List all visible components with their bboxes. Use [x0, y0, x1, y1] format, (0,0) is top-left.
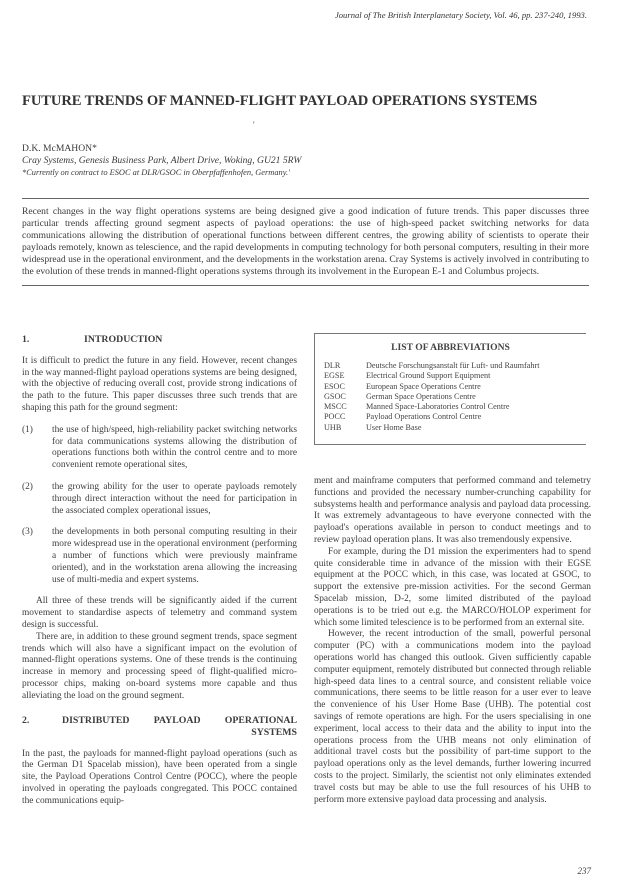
section-title-line-1: DISTRIBUTED PAYLOAD OPERATIONAL	[62, 714, 297, 726]
paragraph: There are, in addition to these ground segment trends, space segment trends which will also have a significant impact on the evolution of manned-flight operations systems. One of these trends is the continuing increase in memory and processing speed of flight-qualified micro-processor chips, making on-board systems more capable and thus alleviating the load on the ground segment.	[22, 631, 297, 701]
abbreviation: GSOC	[324, 391, 346, 401]
paragraph: It is difficult to predict the future in any field. However, recent changes in the way manned-flight payload operations systems are being designed, with the objective of reducing overall cost, provide strong indications of the path to the future. This paper discusses three such trends that are shaping this path for the ground segment:	[22, 355, 297, 413]
section-number: 2.	[22, 714, 30, 726]
author-footnote: *Currently on contract to ESOC at DLR/GSOC in Oberpfaffenhofen, Germany.'	[22, 168, 290, 177]
abbreviation-row	[324, 412, 586, 422]
abbreviation-definition: European Space Operations Centre	[366, 381, 481, 391]
abstract-text: Recent changes in the way flight operations systems are being designed give a good indication of future trends. This paper discusses three particular trends affecting ground segment aspects of payload operations: the use of high-speed packet switching networks for data communications allowing the distribution of operational functions between different centres, the growing ability of scientists to operate their payloads remotely, known as telescience, and the rapid developments in computing technology for both personal computers, resulting in their more widespread use in the operational environment, and the developments in the workstation arena. Cray Systems is actively involved in contributing to the evolution of these trends in manned-flight operations systems through its involvement in the European E-1 and Columbus projects.	[22, 206, 589, 277]
paragraph: However, the recent introduction of the small, powerful personal computer (PC) with a communications modem into the payload operations world has changed this outlook. Given sufficiently capable computer equipment, remotely distributed but connected through reliable high-speed data lines to a central source, and consistent reliable voice communications, there seems to be little reason for a user ever to leave the convenience of his User Home Base (UHB). The potential cost savings of remote operations are high. For the users specialising in one experiment, local access to their data and the ability to input into the operations process from the UHB means not only elimination of additional travel costs but the possibility of part-time support to the payload operations only as the level demands, further lowering incurred costs to the project. Similarly, the scientist not only eliminates extended travel costs but may be able to use the full resources of his UHB to perform more extensive payload data processing and analysis.	[314, 629, 591, 805]
stray-mark: '	[253, 120, 255, 130]
author-name: D.K. McMAHON*	[22, 143, 97, 154]
abstract	[22, 198, 589, 286]
abbreviation-definition: Deutsche Forschungsanstalt für Luft- und Raumfahrt	[366, 361, 540, 370]
trend-list	[22, 425, 297, 587]
paper-title: FUTURE TRENDS OF MANNED-FLIGHT PAYLOAD OPERATIONS SYSTEMS	[22, 93, 538, 109]
section-2-heading	[22, 715, 297, 739]
abbreviations-box	[314, 333, 586, 445]
paragraph: ment and mainframe computers that performed command and telemetry functions and provided the necessary number-crunching capability for subsystems health and performance analysis and payload data processing. It was extremely advantageous to have everyone connected with the payload's operations available in person to conduct meetings and to review payload operation plans. It was also tremendously expensive.	[314, 476, 591, 545]
section-title	[62, 715, 297, 739]
list-item	[22, 482, 297, 517]
abbreviation-row	[324, 371, 586, 381]
list-number: (3)	[22, 527, 33, 538]
paragraph: All three of these trends will be significantly aided if the current movement to standardise aspects of telemetry and command system design is successful.	[22, 596, 297, 630]
section-title-line-2: SYSTEMS	[251, 726, 297, 738]
section-number: 1.	[22, 334, 30, 345]
abbreviation-definition: Electrical Ground Support Equipment	[366, 371, 491, 381]
section-title: INTRODUCTION	[84, 334, 163, 345]
abbreviation: UHB	[324, 422, 342, 432]
right-column	[314, 476, 591, 806]
list-item	[22, 425, 297, 472]
abbreviation: POCC	[324, 412, 346, 422]
abbreviation: EGSE	[324, 371, 345, 381]
list-number: (1)	[22, 424, 33, 435]
list-text: the growing ability for the user to operate payloads remotely through direct interaction without the need for participation in the associated complex operational issues,	[52, 481, 297, 516]
paragraph: In the past, the payloads for manned-flight payload operations (such as the German D1 Spacelab mission), have been operated from a single site, the Payload Operations Control Centre (POCC), where the people involved in operating the payloads congregated. This POCC contained the communications equip-	[22, 748, 297, 806]
abbreviation: ESOC	[324, 381, 345, 391]
author-affiliation: Cray Systems, Genesis Business Park, Albert Drive, Woking, GU21 5RW	[22, 155, 302, 166]
abbreviation-row	[324, 423, 586, 433]
list-number: (2)	[22, 481, 33, 492]
list-text: the use of high/speed, high-reliability packet switching networks for data communications systems allowing the distribution of operations functions both within the control centre and to more convenient remote operational sites,	[52, 424, 297, 471]
abbreviation-definition: Manned Space-Laboratories Control Centre	[366, 402, 510, 412]
section-1-heading	[22, 334, 297, 346]
abbreviation-definition: Payload Operations Control Centre	[366, 412, 482, 422]
abbreviation-row	[324, 361, 586, 371]
left-column	[22, 334, 297, 808]
abbreviation-row	[324, 382, 586, 392]
abbreviation-definition: User Home Base	[366, 422, 422, 432]
list-item	[22, 527, 297, 586]
abbreviations-title: LIST OF ABBREVIATIONS	[391, 342, 510, 353]
abbreviation-definition: German Space Operations Centre	[366, 391, 476, 401]
abbreviation: DLR	[324, 361, 341, 370]
abbreviation-row	[324, 402, 586, 412]
journal-citation: Journal of The British Interplanetary Society, Vol. 46, pp. 237-240, 1993.	[334, 10, 587, 20]
paragraph: For example, during the D1 mission the experimenters had to spend quite considerable time in advance of the mission with their EGSE equipment at the POCC which, in this case, was located at GSOC, to support the extensive pre-mission activities. For the second German Spacelab mission, D-2, some limited distributed of the payload operations is to be tried out e.g. the MARCO/HOLOP experiment for which some limited telescience is to be performed from an external site.	[314, 546, 591, 628]
abbreviation: MSCC	[324, 402, 347, 412]
abbreviation-row	[324, 392, 586, 402]
page-number: 237	[577, 866, 591, 876]
list-text: the developments in both personal computing resulting in their more widespread use in the operational environment (performing a number of functions which were previously mainframe oriented), and in the workstation arena allowing the increasing use of multi-media and expert systems.	[52, 527, 297, 585]
author-block	[22, 143, 301, 179]
